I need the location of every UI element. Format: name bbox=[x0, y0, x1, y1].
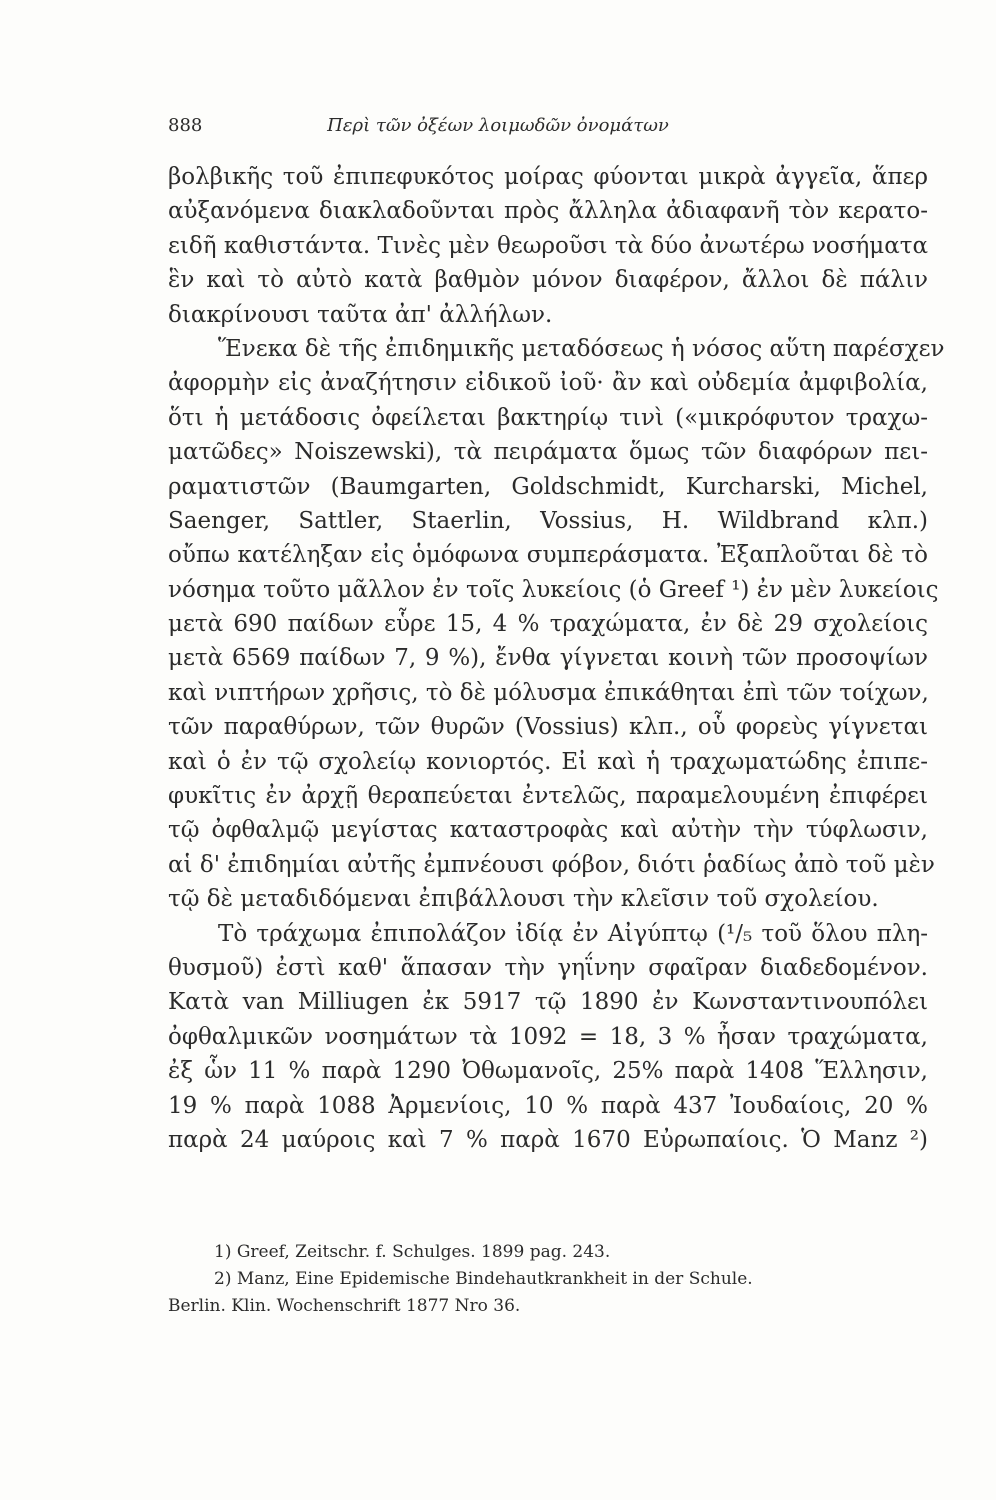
footnote-continuation: Berlin. Klin. Wochenschrift 1877 Nro 36. bbox=[168, 1296, 521, 1316]
text-line: οὔπω κατέληξαν εἰς ὁμόφωνα συμπεράσματα. Ἐξαπλοῦται δὲ τὸ bbox=[168, 542, 928, 569]
text-line: ἀφορμὴν εἰς ἀναζήτησιν εἰδικοῦ ἰοῦ· ἂν καὶ οὐδεμία ἀμφιβολία, bbox=[168, 370, 928, 397]
text-line: αἱ δ' ἐπιδημίαι αὐτῆς ἐμπνέουσι φόβον, διότι ῥαδίως ἀπὸ τοῦ μὲν bbox=[168, 851, 935, 878]
footnotes bbox=[168, 1239, 928, 1320]
text-line: θυσμοῦ) ἐστὶ καθ' ἅπασαν τὴν γηΐνην σφαῖραν διαδεδομένον. bbox=[168, 954, 928, 981]
text-line: ἓν καὶ τὸ αὐτὸ κατὰ βαθμὸν μόνον διαφέρον, ἄλλοι δὲ πάλιν bbox=[168, 267, 928, 294]
text-line: Κατὰ van Milliugen ἐκ 5917 τῷ 1890 ἐν Κωνσταντινουπόλει bbox=[168, 989, 928, 1016]
text-line: 19 % παρὰ 1088 Ἀρμενίοις, 10 % παρὰ 437 Ἰουδαίοις, 20 % bbox=[168, 1092, 928, 1119]
text-line: ἐξ ὧν 11 % παρὰ 1290 Ὀθωμανοῖς, 25% παρὰ 1408 Ἕλλησιν, bbox=[168, 1058, 928, 1085]
text-line: ματῶδες» Noiszewski), τὰ πειράματα ὅμως τῶν διαφόρων πει- bbox=[168, 439, 928, 466]
text-line: Τὸ τράχωμα ἐπιπολάζον ἰδίᾳ ἐν Αἰγύπτῳ (¹/₅ τοῦ ὅλου πλη- bbox=[218, 920, 928, 947]
text-line: ραματιστῶν (Baumgarten, Goldschmidt, Kurcharski, Michel, bbox=[168, 473, 928, 500]
body-text bbox=[168, 160, 945, 1157]
text-line: ειδῆ καθιστάντα. Τινὲς μὲν θεωροῦσι τὰ δύο ἀνωτέρω νοσήματα bbox=[168, 232, 928, 259]
text-line: φυκῖτις ἐν ἀρχῇ θεραπεύεται ἐντελῶς, παραμελουμένη ἐπιφέρει bbox=[168, 783, 928, 810]
text-line: τῶν παραθύρων, τῶν θυρῶν (Vossius) κλπ., οὗ φορεὺς γίγνεται bbox=[168, 714, 928, 741]
text-line: μετὰ 690 παίδων εὗρε 15, 4 % τραχώματα, ἐν δὲ 29 σχολείοις bbox=[168, 611, 928, 638]
footnote: 2) Manz, Eine Epidemische Bindehautkrankheit in der Schule. bbox=[214, 1269, 753, 1289]
text-line: μετὰ 6569 παίδων 7, 9 %), ἔνθα γίγνεται κοινὴ τῶν προσοψίων bbox=[168, 645, 928, 672]
text-line: διακρίνουσι ταῦτα ἀπ' ἀλλήλων. bbox=[168, 301, 553, 328]
text-line: τῷ ὀφθαλμῷ μεγίστας καταστροφὰς καὶ αὐτὴν τὴν τύφλωσιν, bbox=[168, 817, 928, 844]
text-line: ὅτι ἡ μετάδοσις ὀφείλεται βακτηρίῳ τινὶ («μικρόφυτον τραχω- bbox=[168, 404, 928, 431]
text-line: Ἕνεκα δὲ τῆς ἐπιδημικῆς μεταδόσεως ἡ νόσος αὕτη παρέσχεν bbox=[218, 335, 945, 362]
text-line: νόσημα τοῦτο μᾶλλον ἐν τοῖς λυκείοις (ὁ Greef ¹) ἐν μὲν λυκείοις bbox=[168, 576, 939, 603]
footnote: 1) Greef, Zeitschr. f. Schulges. 1899 pag. 243. bbox=[214, 1242, 611, 1262]
text-line: καὶ ὁ ἐν τῷ σχολείῳ κονιορτός. Εἰ καὶ ἡ τραχωματώδης ἐπιπε- bbox=[168, 748, 928, 775]
text-line: παρὰ 24 μαύροις καὶ 7 % παρὰ 1670 Εὐρωπαίοις. Ὁ Manz ²) bbox=[168, 1126, 928, 1153]
text-line: ὀφθαλμικῶν νοσημάτων τὰ 1092 = 18, 3 % ἦσαν τραχώματα, bbox=[168, 1023, 928, 1050]
running-title: Περὶ τῶν ὀξέων λοιμωδῶν ὀνομάτων bbox=[327, 115, 669, 136]
text-line: βολβικῆς τοῦ ἐπιπεφυκότος μοίρας φύονται μικρὰ ἀγγεῖα, ἅπερ bbox=[168, 164, 928, 190]
page-number: 888 bbox=[168, 115, 203, 136]
text-line: καὶ νιπτήρων χρῆσις, τὸ δὲ μόλυσμα ἐπικάθηται ἐπὶ τῶν τοίχων, bbox=[168, 679, 929, 706]
text-line: αὐξανόμενα διακλαδοῦνται πρὸς ἄλληλα ἀδιαφανῆ τὸν κερατο- bbox=[168, 198, 928, 225]
text-line: τῷ δὲ μεταδιδόμεναι ἐπιβάλλουσι τὴν κλεῖσιν τοῦ σχολείου. bbox=[168, 886, 879, 913]
text-line: Saenger, Sattler, Staerlin, Vossius, H. Wildbrand κλπ.) bbox=[168, 507, 928, 534]
page-header bbox=[168, 115, 828, 143]
